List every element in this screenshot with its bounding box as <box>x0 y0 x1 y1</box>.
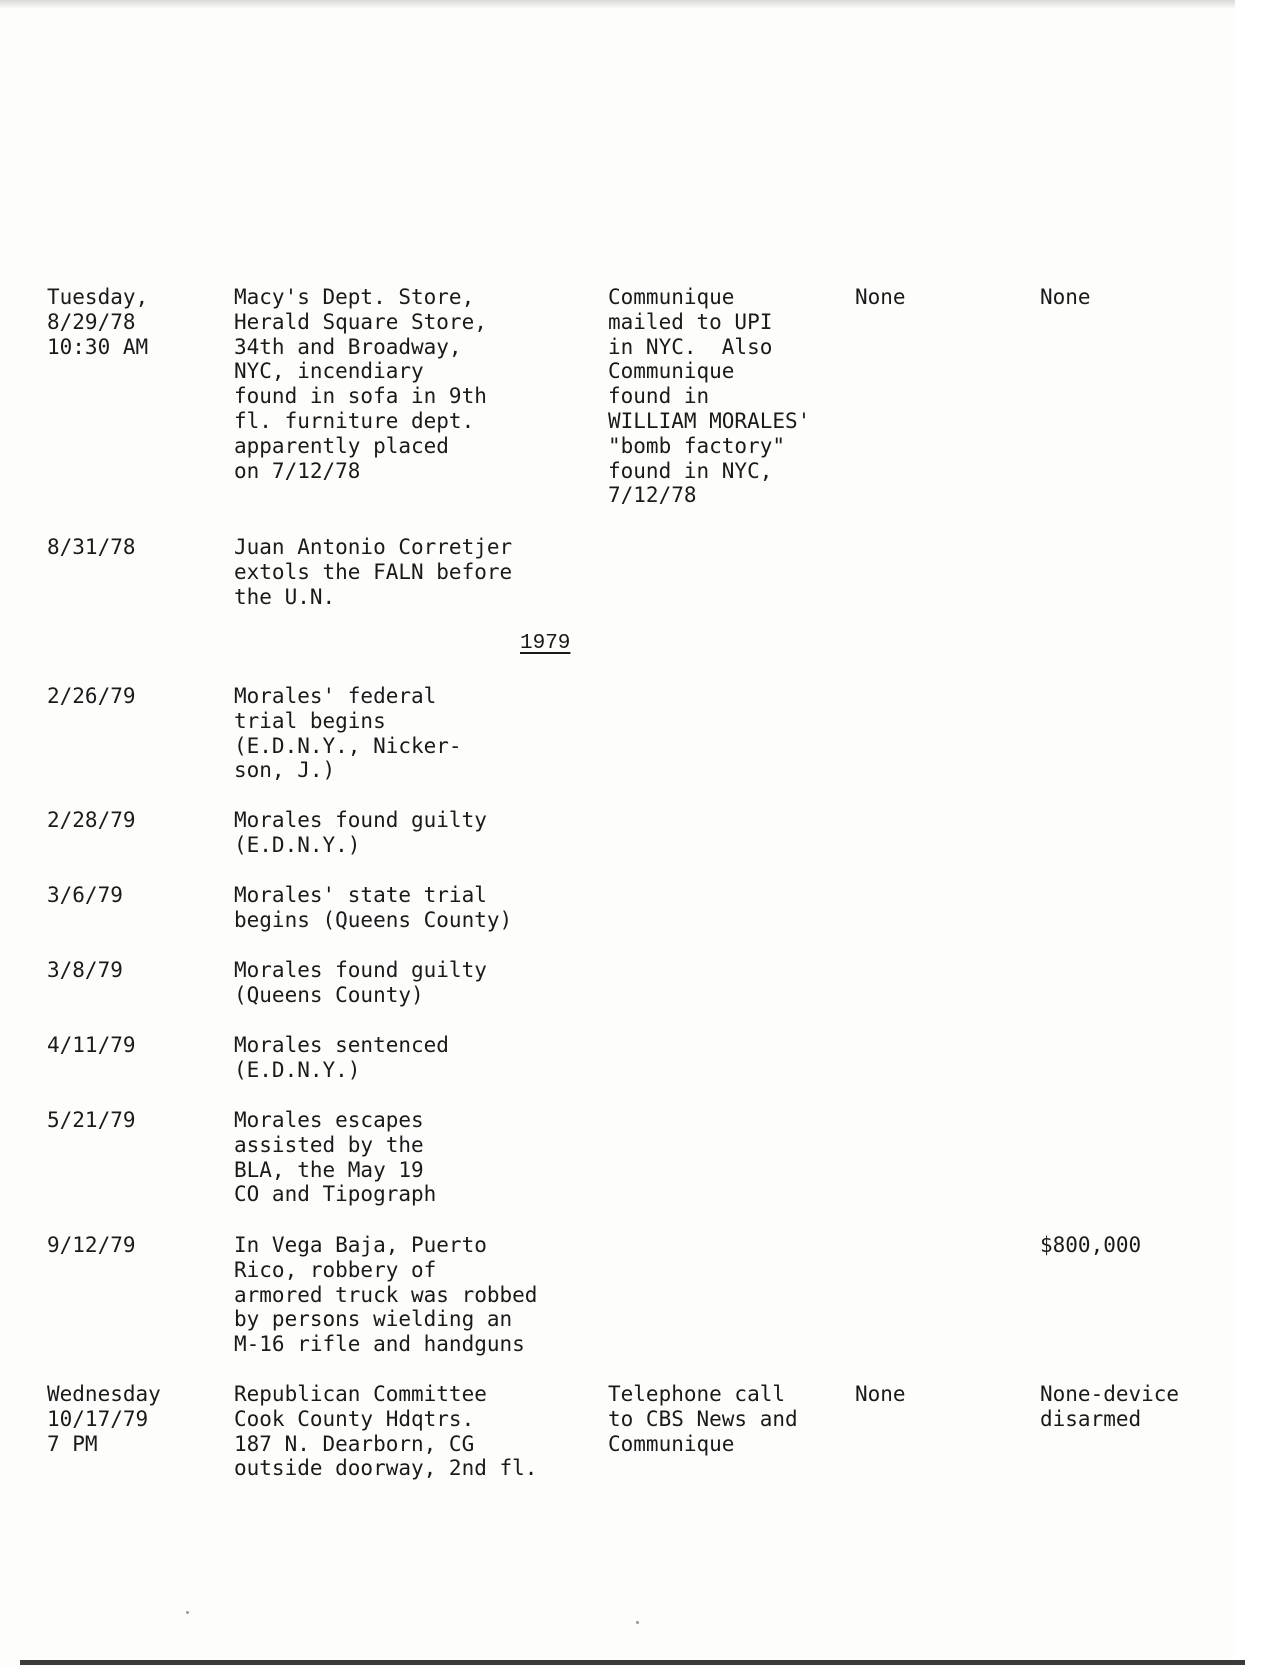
row-event: Morales' federal trial begins (E.D.N.Y., Nicker- son, J.) <box>234 684 462 783</box>
page-bottom-edge <box>20 1660 1245 1665</box>
scan-speck <box>186 1611 189 1614</box>
row-claim: Telephone call to CBS News and Communique <box>608 1382 798 1456</box>
row-date: 3/6/79 <box>47 883 123 907</box>
row-event: Morales found guilty (E.D.N.Y.) <box>234 808 487 857</box>
row-event: Morales escapes assisted by the BLA, the May 19 CO and Tipograph <box>234 1108 437 1207</box>
row-date: 5/21/79 <box>47 1108 136 1132</box>
row-date: Tuesday, 8/29/78 10:30 AM <box>47 285 149 359</box>
row-event: Macy's Dept. Store, Herald Square Store, 34th and Broadway, NYC, incendiary found in sofa in 9th fl. furniture dept. apparently placed on 7/12/78 <box>234 285 487 483</box>
row-damage: None-device disarmed <box>1040 1382 1180 1431</box>
page-top-edge <box>0 0 1265 9</box>
row-date: Wednesday 10/17/79 7 PM <box>47 1382 161 1456</box>
page-right-margin <box>1235 0 1265 1669</box>
row-damage: None <box>1040 285 1091 309</box>
row-damage: $800,000 <box>1040 1233 1142 1257</box>
row-injuries: None <box>855 1382 906 1406</box>
row-event: Morales' state trial begins (Queens County) <box>234 883 513 932</box>
scan-speck <box>636 1621 639 1624</box>
row-date: 8/31/78 <box>47 535 136 559</box>
row-date: 4/11/79 <box>47 1033 136 1057</box>
row-claim: Communique mailed to UPI in NYC. Also Communique found in WILLIAM MORALES' "bomb factory" found in NYC, 7/12/78 <box>608 285 811 508</box>
row-date: 3/8/79 <box>47 958 123 982</box>
row-event: In Vega Baja, Puerto Rico, robbery of armored truck was robbed by persons wielding an M-16 rifle and handguns <box>234 1233 538 1357</box>
row-event: Morales found guilty (Queens County) <box>234 958 487 1007</box>
row-date: 2/26/79 <box>47 684 136 708</box>
row-injuries: None <box>855 285 906 309</box>
row-event: Juan Antonio Corretjer extols the FALN before the U.N. <box>234 535 513 609</box>
row-date: 2/28/79 <box>47 808 136 832</box>
row-date: 9/12/79 <box>47 1233 136 1257</box>
year-heading: 1979 <box>520 632 571 655</box>
row-event: Morales sentenced (E.D.N.Y.) <box>234 1033 449 1082</box>
row-event: Republican Committee Cook County Hdqtrs. 187 N. Dearborn, CG outside doorway, 2nd fl. <box>234 1382 538 1481</box>
